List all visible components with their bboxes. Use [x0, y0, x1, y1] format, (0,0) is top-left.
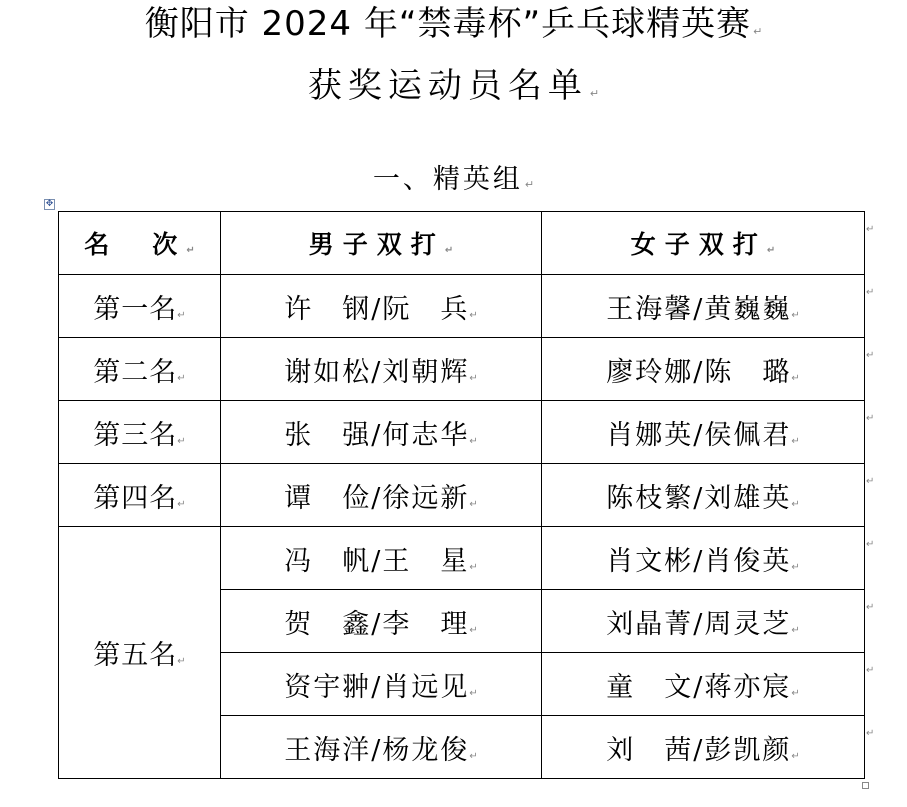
cell-end-mark-icon: ↵	[469, 750, 478, 762]
cell-end-mark-icon: ↵	[791, 624, 800, 636]
cell-end-mark-icon: ↵	[469, 309, 478, 321]
cell-end-mark-icon: ↵	[469, 435, 478, 447]
table-row	[59, 527, 865, 590]
table-header-row	[59, 212, 865, 275]
table-row	[59, 464, 865, 527]
row-end-mark-icon: ↵	[866, 287, 875, 298]
rank-cell[interactable]: 第四名↵	[59, 464, 221, 527]
cell-end-mark-icon: ↵	[791, 687, 800, 699]
header-mens-doubles[interactable]: 男子双打↵	[221, 212, 542, 275]
row-end-mark-icon: ↵	[866, 602, 875, 613]
row-end-mark-icon: ↵	[866, 476, 875, 487]
womens-pair-cell[interactable]: 王海馨/黄巍巍↵	[542, 275, 865, 338]
rank-cell[interactable]: 第三名↵	[59, 401, 221, 464]
row-end-mark-icon: ↵	[866, 539, 875, 550]
table-resize-handle-icon[interactable]	[862, 782, 869, 789]
rank-cell[interactable]: 第二名↵	[59, 338, 221, 401]
paragraph-mark-icon: ↵	[753, 25, 763, 38]
mens-pair-cell[interactable]: 谭 俭/徐远新↵	[221, 464, 542, 527]
rank-cell-merged[interactable]: 第五名↵	[59, 527, 221, 779]
mens-pair-cell[interactable]: 张 强/何志华↵	[221, 401, 542, 464]
table-row	[59, 401, 865, 464]
awards-table	[58, 211, 865, 779]
cell-end-mark-icon: ↵	[444, 245, 454, 256]
cell-end-mark-icon: ↵	[177, 498, 186, 510]
cell-end-mark-icon: ↵	[791, 372, 800, 384]
mens-pair-cell[interactable]: 冯 帆/王 星↵	[221, 527, 542, 590]
rank-cell[interactable]: 第一名↵	[59, 275, 221, 338]
row-end-mark-icon: ↵	[866, 413, 875, 424]
cell-end-mark-icon: ↵	[469, 561, 478, 573]
womens-pair-cell[interactable]: 刘 茜/彭凯颜↵	[542, 716, 865, 779]
cell-end-mark-icon: ↵	[177, 435, 186, 447]
cell-end-mark-icon: ↵	[177, 309, 186, 321]
section-heading: 一、精英组 ↵	[372, 164, 535, 195]
mens-pair-cell[interactable]: 许 钢/阮 兵↵	[221, 275, 542, 338]
mens-pair-cell[interactable]: 谢如松/刘朝辉↵	[221, 338, 542, 401]
mens-pair-cell[interactable]: 资宇翀/肖远见↵	[221, 653, 542, 716]
row-end-mark-icon: ↵	[866, 665, 875, 676]
womens-pair-cell[interactable]: 廖玲娜/陈 璐↵	[542, 338, 865, 401]
womens-pair-cell[interactable]: 童 文/蒋亦宸↵	[542, 653, 865, 716]
cell-end-mark-icon: ↵	[186, 245, 195, 256]
document-title-line-2: 获奖运动员名单 ↵	[307, 66, 600, 106]
cell-end-mark-icon: ↵	[791, 498, 800, 510]
cell-end-mark-icon: ↵	[177, 656, 186, 667]
womens-pair-cell[interactable]: 肖娜英/侯佩君↵	[542, 401, 865, 464]
mens-pair-cell[interactable]: 王海洋/杨龙俊↵	[221, 716, 542, 779]
cell-end-mark-icon: ↵	[177, 372, 186, 384]
paragraph-mark-icon: ↵	[524, 178, 535, 191]
table-row	[59, 275, 865, 338]
row-end-mark-icon: ↵	[866, 350, 875, 361]
paragraph-mark-icon: ↵	[589, 87, 600, 100]
cell-end-mark-icon: ↵	[791, 750, 800, 762]
cell-end-mark-icon: ↵	[469, 498, 478, 510]
document-title-line-1: 衡阳市 2024 年“禁毒杯”乒乓球精英赛 ↵	[144, 4, 763, 44]
cell-end-mark-icon: ↵	[469, 624, 478, 636]
header-rank[interactable]: 名 次↵	[59, 212, 221, 275]
womens-pair-cell[interactable]: 肖文彬/肖俊英↵	[542, 527, 865, 590]
table-move-handle-icon[interactable]: ✥	[45, 199, 54, 209]
mens-pair-cell[interactable]: 贺 鑫/李 理↵	[221, 590, 542, 653]
cell-end-mark-icon: ↵	[791, 561, 800, 573]
cell-end-mark-icon: ↵	[766, 245, 776, 256]
cell-end-mark-icon: ↵	[469, 372, 478, 384]
row-end-mark-icon: ↵	[866, 728, 875, 739]
row-end-mark-icon: ↵	[866, 224, 875, 235]
cell-end-mark-icon: ↵	[791, 309, 800, 321]
womens-pair-cell[interactable]: 陈枝繁/刘雄英↵	[542, 464, 865, 527]
cell-end-mark-icon: ↵	[791, 435, 800, 447]
cell-end-mark-icon: ↵	[469, 687, 478, 699]
womens-pair-cell[interactable]: 刘晶菁/周灵芝↵	[542, 590, 865, 653]
table-row	[59, 338, 865, 401]
header-womens-doubles[interactable]: 女子双打↵	[542, 212, 865, 275]
